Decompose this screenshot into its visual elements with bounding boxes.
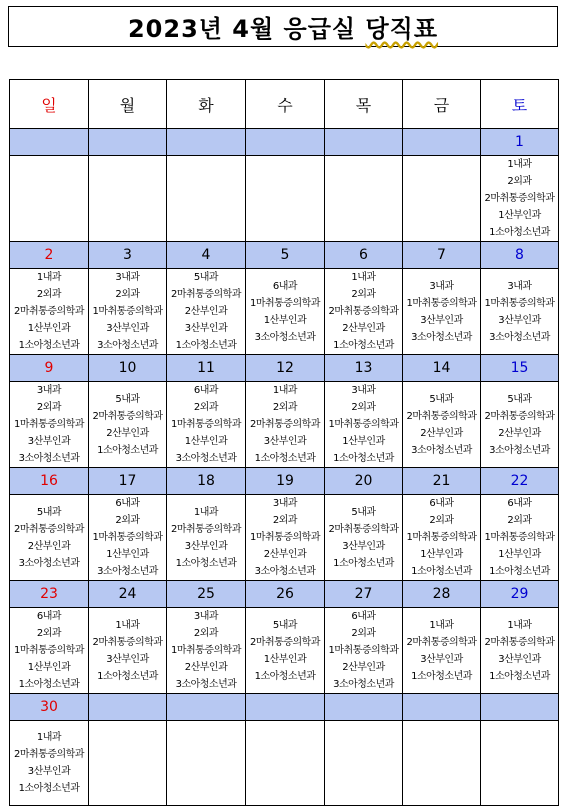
date-cell: 5 bbox=[246, 242, 325, 269]
duty-cell bbox=[89, 156, 167, 242]
duty-entry: 1소아청소년과 bbox=[333, 453, 394, 464]
duty-entry: 2마취통증의학과 bbox=[250, 636, 320, 648]
weekday-fri: 금 bbox=[403, 80, 481, 129]
duty-entry: 1소아청소년과 bbox=[175, 557, 237, 569]
duty-entry: 1내과 bbox=[36, 272, 62, 283]
duty-entry: 1소아청소년과 bbox=[18, 679, 80, 690]
duty-entry: 1내과 bbox=[351, 272, 376, 283]
duty-entry: 2마취통증의학과 bbox=[484, 410, 555, 422]
duty-entry: 1마취통증의학과 bbox=[328, 419, 399, 430]
date-cell bbox=[10, 129, 89, 156]
duty-entry: 1소아청소년과 bbox=[175, 340, 237, 351]
duty-entry: 3소아청소년과 bbox=[411, 331, 472, 343]
duty-calendar bbox=[9, 79, 559, 806]
duty-entry: 1산부인과 bbox=[27, 323, 71, 334]
duty-entry: 2마취통증의학과 bbox=[328, 306, 399, 317]
duty-entry: 1산부인과 bbox=[27, 662, 71, 673]
date-cell: 15 bbox=[481, 355, 559, 382]
duty-cell bbox=[325, 156, 403, 242]
duty-entry: 3산부인과 bbox=[342, 540, 385, 552]
date-cell bbox=[325, 129, 403, 156]
duty-row bbox=[10, 495, 559, 581]
duty-entry: 2마취통증의학과 bbox=[406, 410, 477, 422]
duty-entry: 3산부인과 bbox=[27, 766, 71, 777]
duty-entry: 2외과 bbox=[429, 515, 454, 526]
duty-cell bbox=[89, 495, 167, 581]
duty-entry: 2마취통증의학과 bbox=[484, 636, 555, 648]
duty-entry: 2산부인과 bbox=[420, 427, 463, 439]
duty-entry: 2외과 bbox=[36, 402, 62, 413]
duty-row bbox=[10, 156, 559, 242]
duty-entry: 6내과 bbox=[507, 498, 532, 509]
duty-entry: 1마취통증의학과 bbox=[171, 419, 241, 430]
duty-entry: 1내과 bbox=[272, 385, 298, 396]
duty-entry: 2외과 bbox=[507, 176, 532, 187]
duty-entry: 2산부인과 bbox=[342, 662, 385, 673]
duty-cell bbox=[403, 608, 481, 694]
duty-entry: 1소아청소년과 bbox=[254, 670, 316, 682]
date-row bbox=[10, 242, 559, 269]
date-cell: 23 bbox=[10, 581, 89, 608]
duty-cell bbox=[325, 382, 403, 468]
duty-entry: 3내과 bbox=[429, 280, 454, 292]
duty-entry: 2마취통증의학과 bbox=[171, 289, 241, 300]
duty-entry: 3소아청소년과 bbox=[254, 566, 316, 577]
duty-cell bbox=[246, 382, 325, 468]
title-prefix: 2023년 4월 응급실 bbox=[127, 15, 366, 43]
duty-cell bbox=[403, 269, 481, 355]
duty-cell bbox=[167, 721, 246, 806]
duty-entry: 3소아청소년과 bbox=[18, 557, 80, 569]
duty-entry: 1내과 bbox=[507, 159, 532, 170]
date-cell: 9 bbox=[10, 355, 89, 382]
date-row bbox=[10, 129, 559, 156]
duty-entry: 1마취통증의학과 bbox=[250, 532, 320, 543]
duty-cell bbox=[10, 269, 89, 355]
duty-cell bbox=[10, 721, 89, 806]
date-cell: 16 bbox=[10, 468, 89, 495]
duty-cell bbox=[325, 721, 403, 806]
title-underlined: 당직표 bbox=[365, 15, 439, 43]
title-box bbox=[8, 6, 558, 47]
duty-row bbox=[10, 269, 559, 355]
duty-entry: 1산부인과 bbox=[342, 436, 385, 447]
duty-entry: 5내과 bbox=[507, 393, 532, 405]
duty-entry: 2산부인과 bbox=[106, 427, 149, 439]
duty-entry: 1마취통증의학과 bbox=[484, 297, 555, 309]
duty-entry: 3소아청소년과 bbox=[97, 340, 158, 351]
date-cell: 24 bbox=[89, 581, 167, 608]
duty-entry: 3소아청소년과 bbox=[175, 453, 237, 464]
duty-entry: 2마취통증의학과 bbox=[14, 306, 84, 317]
date-cell: 4 bbox=[167, 242, 246, 269]
duty-entry: 2외과 bbox=[351, 628, 376, 639]
duty-entry: 3소아청소년과 bbox=[489, 444, 550, 456]
duty-cell bbox=[481, 156, 559, 242]
duty-cell bbox=[10, 495, 89, 581]
duty-entry: 2산부인과 bbox=[263, 549, 307, 560]
date-cell: 14 bbox=[403, 355, 481, 382]
duty-row bbox=[10, 382, 559, 468]
duty-entry: 1소아청소년과 bbox=[489, 227, 550, 238]
duty-entry: 1산부인과 bbox=[263, 314, 307, 326]
date-cell bbox=[246, 129, 325, 156]
duty-entry: 1소아청소년과 bbox=[411, 566, 472, 577]
duty-entry: 6내과 bbox=[193, 385, 219, 396]
duty-cell bbox=[89, 269, 167, 355]
weekday-thu: 목 bbox=[325, 80, 403, 129]
date-cell: 22 bbox=[481, 468, 559, 495]
duty-entry: 3소아청소년과 bbox=[97, 566, 158, 577]
duty-entry: 2외과 bbox=[272, 402, 298, 413]
duty-entry: 1산부인과 bbox=[263, 653, 307, 665]
duty-entry: 2산부인과 bbox=[184, 662, 228, 673]
duty-entry: 3소아청소년과 bbox=[333, 679, 394, 690]
duty-entry: 1소아청소년과 bbox=[18, 783, 80, 794]
duty-entry: 1내과 bbox=[507, 619, 532, 631]
duty-cell bbox=[481, 608, 559, 694]
duty-entry: 1마취통증의학과 bbox=[92, 306, 163, 317]
page-title bbox=[128, 9, 438, 44]
duty-entry: 2마취통증의학과 bbox=[406, 636, 477, 648]
duty-entry: 1소아청소년과 bbox=[97, 444, 158, 456]
duty-entry: 2마취통증의학과 bbox=[92, 636, 163, 648]
date-cell: 20 bbox=[325, 468, 403, 495]
duty-entry: 1마취통증의학과 bbox=[92, 532, 163, 543]
duty-entry: 3산부인과 bbox=[106, 323, 149, 334]
duty-cell bbox=[167, 269, 246, 355]
duty-entry: 2마취통증의학과 bbox=[14, 523, 84, 535]
duty-cell bbox=[403, 721, 481, 806]
duty-entry: 2산부인과 bbox=[184, 306, 228, 317]
duty-cell bbox=[403, 156, 481, 242]
duty-cell bbox=[167, 608, 246, 694]
duty-entry: 1마취통증의학과 bbox=[14, 419, 84, 430]
duty-entry: 1마취통증의학과 bbox=[406, 297, 477, 309]
duty-entry: 3산부인과 bbox=[184, 540, 228, 552]
date-cell: 3 bbox=[89, 242, 167, 269]
date-cell: 26 bbox=[246, 581, 325, 608]
duty-cell bbox=[481, 382, 559, 468]
date-row bbox=[10, 581, 559, 608]
duty-entry: 1소아청소년과 bbox=[97, 670, 158, 682]
duty-entry: 3산부인과 bbox=[106, 653, 149, 665]
date-cell bbox=[89, 129, 167, 156]
duty-entry: 2마취통증의학과 bbox=[484, 193, 555, 204]
date-cell: 6 bbox=[325, 242, 403, 269]
duty-entry: 1산부인과 bbox=[498, 210, 541, 221]
duty-entry: 2산부인과 bbox=[27, 540, 71, 552]
duty-cell bbox=[325, 495, 403, 581]
date-cell: 8 bbox=[481, 242, 559, 269]
duty-cell bbox=[325, 269, 403, 355]
duty-entry: 3내과 bbox=[36, 385, 62, 396]
date-row bbox=[10, 355, 559, 382]
duty-entry: 3내과 bbox=[507, 280, 532, 292]
date-cell bbox=[246, 694, 325, 721]
date-cell: 29 bbox=[481, 581, 559, 608]
duty-cell bbox=[10, 156, 89, 242]
date-cell bbox=[403, 694, 481, 721]
duty-entry: 1산부인과 bbox=[106, 549, 149, 560]
date-cell: 11 bbox=[167, 355, 246, 382]
date-cell bbox=[325, 694, 403, 721]
duty-cell bbox=[325, 608, 403, 694]
duty-entry: 1내과 bbox=[115, 619, 140, 631]
date-cell: 19 bbox=[246, 468, 325, 495]
duty-entry: 1마취통증의학과 bbox=[250, 297, 320, 309]
date-row bbox=[10, 694, 559, 721]
duty-entry: 1내과 bbox=[36, 732, 62, 743]
duty-entry: 3산부인과 bbox=[498, 314, 541, 326]
duty-cell bbox=[403, 495, 481, 581]
duty-cell bbox=[10, 608, 89, 694]
duty-entry: 3내과 bbox=[193, 611, 219, 622]
duty-entry: 3산부인과 bbox=[27, 436, 71, 447]
duty-entry: 5내과 bbox=[115, 393, 140, 405]
duty-entry: 6내과 bbox=[429, 498, 454, 509]
duty-entry: 2산부인과 bbox=[498, 427, 541, 439]
duty-entry: 1소아청소년과 bbox=[333, 557, 394, 569]
duty-cell bbox=[481, 495, 559, 581]
duty-entry: 2마취통증의학과 bbox=[250, 419, 320, 430]
duty-entry: 2마취통증의학과 bbox=[171, 523, 241, 535]
duty-entry: 2외과 bbox=[115, 289, 140, 300]
date-cell: 7 bbox=[403, 242, 481, 269]
duty-entry: 2외과 bbox=[115, 515, 140, 526]
duty-entry: 3산부인과 bbox=[420, 653, 463, 665]
duty-entry: 2외과 bbox=[193, 628, 219, 639]
duty-entry: 1소아청소년과 bbox=[411, 670, 472, 682]
duty-entry: 3산부인과 bbox=[184, 323, 228, 334]
weekday-tue: 화 bbox=[167, 80, 246, 129]
duty-cell bbox=[246, 495, 325, 581]
duty-entry: 3산부인과 bbox=[263, 436, 307, 447]
date-cell bbox=[167, 694, 246, 721]
duty-entry: 2외과 bbox=[36, 628, 62, 639]
date-cell: 2 bbox=[10, 242, 89, 269]
duty-cell bbox=[246, 608, 325, 694]
duty-entry: 2외과 bbox=[351, 402, 376, 413]
duty-cell bbox=[167, 156, 246, 242]
duty-cell bbox=[89, 721, 167, 806]
duty-entry: 6내과 bbox=[36, 611, 62, 622]
duty-entry: 1마취통증의학과 bbox=[171, 645, 241, 656]
duty-entry: 1소아청소년과 bbox=[489, 566, 550, 577]
duty-entry: 1내과 bbox=[193, 506, 219, 518]
duty-cell bbox=[246, 156, 325, 242]
duty-entry: 2마취통증의학과 bbox=[14, 749, 84, 760]
duty-entry: 3소아청소년과 bbox=[18, 453, 80, 464]
duty-entry: 3산부인과 bbox=[498, 653, 541, 665]
duty-cell bbox=[403, 382, 481, 468]
date-cell: 21 bbox=[403, 468, 481, 495]
duty-entry: 3내과 bbox=[351, 385, 376, 396]
duty-entry: 5내과 bbox=[429, 393, 454, 405]
date-cell: 25 bbox=[167, 581, 246, 608]
duty-entry: 1산부인과 bbox=[184, 436, 228, 447]
duty-entry: 5내과 bbox=[36, 506, 62, 518]
duty-entry: 1소아청소년과 bbox=[333, 340, 394, 351]
duty-entry: 2마취통증의학과 bbox=[92, 410, 163, 422]
duty-entry: 1소아청소년과 bbox=[489, 670, 550, 682]
duty-entry: 1소아청소년과 bbox=[18, 340, 80, 351]
duty-entry: 3소아청소년과 bbox=[489, 331, 550, 343]
duty-entry: 1마취통증의학과 bbox=[484, 532, 555, 543]
duty-row bbox=[10, 721, 559, 806]
duty-entry: 3소아청소년과 bbox=[411, 444, 472, 456]
duty-entry: 2외과 bbox=[36, 289, 62, 300]
duty-entry: 2외과 bbox=[351, 289, 376, 300]
duty-entry: 3산부인과 bbox=[420, 314, 463, 326]
date-cell: 1 bbox=[481, 129, 559, 156]
duty-cell bbox=[10, 382, 89, 468]
duty-entry: 2마취통증의학과 bbox=[328, 523, 399, 535]
duty-cell bbox=[89, 608, 167, 694]
duty-entry: 5내과 bbox=[272, 619, 298, 631]
duty-entry: 3내과 bbox=[272, 498, 298, 509]
duty-entry: 3내과 bbox=[115, 272, 140, 283]
weekday-wed: 수 bbox=[246, 80, 325, 129]
duty-entry: 2외과 bbox=[507, 515, 532, 526]
date-cell bbox=[481, 694, 559, 721]
date-cell: 28 bbox=[403, 581, 481, 608]
duty-entry: 6내과 bbox=[351, 611, 376, 622]
duty-cell bbox=[481, 721, 559, 806]
duty-entry: 2산부인과 bbox=[342, 323, 385, 334]
duty-entry: 3소아청소년과 bbox=[254, 331, 316, 343]
duty-cell bbox=[246, 269, 325, 355]
duty-entry: 5내과 bbox=[193, 272, 219, 283]
duty-entry: 6내과 bbox=[115, 498, 140, 509]
duty-cell bbox=[167, 382, 246, 468]
date-cell bbox=[403, 129, 481, 156]
date-cell: 10 bbox=[89, 355, 167, 382]
duty-cell bbox=[246, 721, 325, 806]
date-cell: 18 bbox=[167, 468, 246, 495]
weekday-sun: 일 bbox=[10, 80, 89, 129]
duty-entry: 1마취통증의학과 bbox=[14, 645, 84, 656]
duty-entry: 3소아청소년과 bbox=[175, 679, 237, 690]
duty-row bbox=[10, 608, 559, 694]
duty-cell bbox=[481, 269, 559, 355]
date-cell: 27 bbox=[325, 581, 403, 608]
duty-entry: 6내과 bbox=[272, 280, 298, 292]
weekday-mon: 월 bbox=[89, 80, 167, 129]
duty-entry: 1산부인과 bbox=[498, 549, 541, 560]
date-row bbox=[10, 468, 559, 495]
weekday-sat: 토 bbox=[481, 80, 559, 129]
duty-entry: 1내과 bbox=[429, 619, 454, 631]
duty-entry: 1마취통증의학과 bbox=[406, 532, 477, 543]
date-cell: 30 bbox=[10, 694, 89, 721]
date-cell bbox=[167, 129, 246, 156]
date-cell: 17 bbox=[89, 468, 167, 495]
duty-entry: 1산부인과 bbox=[420, 549, 463, 560]
weekday-header-row bbox=[10, 80, 559, 129]
duty-entry: 1소아청소년과 bbox=[254, 453, 316, 464]
date-cell: 12 bbox=[246, 355, 325, 382]
duty-cell bbox=[167, 495, 246, 581]
duty-entry: 2외과 bbox=[193, 402, 219, 413]
duty-cell bbox=[89, 382, 167, 468]
date-cell: 13 bbox=[325, 355, 403, 382]
date-cell bbox=[89, 694, 167, 721]
duty-entry: 2외과 bbox=[272, 515, 298, 526]
duty-entry: 1마취통증의학과 bbox=[328, 645, 399, 656]
duty-entry: 5내과 bbox=[351, 506, 376, 518]
